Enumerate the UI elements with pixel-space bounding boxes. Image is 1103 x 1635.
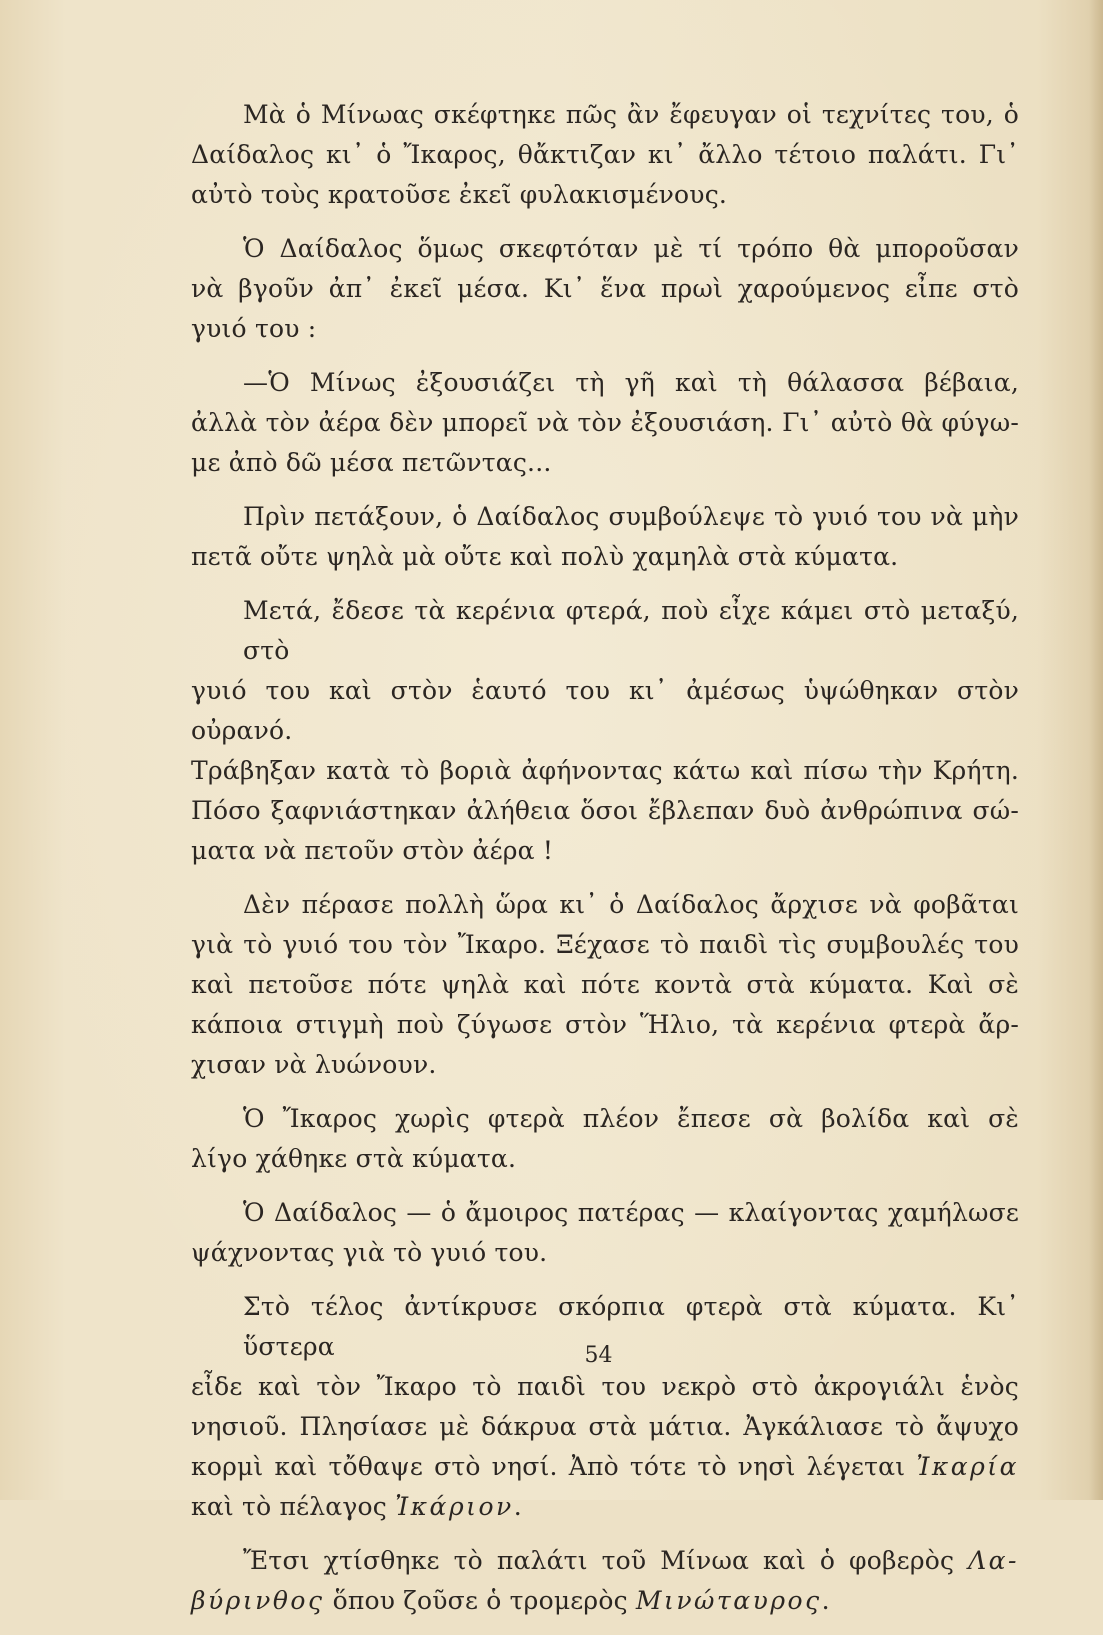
page-number: 54 [584,1343,613,1368]
paragraph-9 [191,1287,1019,1527]
text-line: πετᾶ οὔτε ψηλὰ μὰ οὔτε καὶ πολὺ χαμηλὰ στὰ κύματα. [191,542,899,571]
paragraph-6 [191,885,1019,1085]
text-line: Μὰ ὁ Μίνωας σκέφτηκε πῶς ἂν ἔφευγαν οἱ τεχνίτες του, ὁ [243,100,1019,129]
text-line: κάποια στιγμὴ ποὺ ζύγωσε στὸν Ἥλιο, τὰ κερένια φτερὰ ἄρ- [191,1010,1019,1039]
text-line [191,1447,1019,1487]
text-line: με ἀπὸ δῶ μέσα πετῶντας... [191,448,552,477]
text-line: Μετά, ἔδεσε τὰ κερένια φτερά, ποὺ εἶχε κάμει στὸ μεταξύ, στὸ [243,596,1019,665]
text-line: Δὲν πέρασε πολλὴ ὥρα κι᾽ ὁ Δαίδαλος ἄρχισε νὰ φοβᾶται [243,890,1019,919]
paragraph-8 [191,1193,1019,1273]
text-line: γυιό του : [191,314,317,343]
body-text [191,95,1019,1635]
text-line: γιὰ τὸ γυιό του τὸν Ἴκαρο. Ξέχασε τὸ παιδὶ τὶς συμβουλές του [191,930,1019,959]
text-run: καὶ τὸ πέλαγος [191,1492,396,1521]
text-line: ἀλλὰ τὸν ἀέρα δὲν μπορεῖ νὰ τὸν ἐξουσιάση. Γι᾽ αὐτὸ θὰ φύγω- [191,408,1019,437]
text-run: . [821,1586,830,1615]
paragraph-1 [191,95,1019,215]
text-run: ὅπου ζοῦσε ὁ τρομερὸς [324,1586,636,1615]
text-line: νησιοῦ. Πλησίασε μὲ δάκρυα στὰ μάτια. Ἀγκάλιασε τὸ ἄψυχο [191,1412,1019,1441]
text-line: Ὁ Ἴκαρος χωρὶς φτερὰ πλέον ἔπεσε σὰ βολίδα καὶ σὲ [243,1104,1019,1133]
text-run: κορμὶ καὶ τὄθαψε στὸ νησί. Ἀπὸ τότε τὸ νησὶ λέγεται [191,1452,917,1481]
paragraph-5 [191,591,1019,871]
italic-term-minotauros: Μινώταυρος [635,1586,822,1615]
paragraph-4 [191,497,1019,577]
text-line: Πρὶν πετάξουν, ὁ Δαίδαλος συμβούλεψε τὸ γυιό του νὰ μὴν [243,502,1019,531]
text-line: νὰ βγοῦν ἀπ᾽ ἐκεῖ μέσα. Κι᾽ ἕνα πρωὶ χαρούμενος εἶπε στὸ [191,274,1019,303]
text-line: εἶδε καὶ τὸν Ἴκαρο τὸ παιδὶ του νεκρὸ στὸ ἀκρογιάλι ἑνὸς [191,1372,1019,1401]
text-line: Ὁ Δαίδαλος ὅμως σκεφτόταν μὲ τί τρόπο θὰ μποροῦσαν [243,234,1019,263]
text-line: Ὁ Δαίδαλος — ὁ ἄμοιρος πατέρας — κλαίγοντας χαμήλωσε [243,1198,1019,1227]
text-line: Τράβηξαν κατὰ τὸ βοριὰ ἀφήνοντας κάτω καὶ πίσω τὴν Κρήτη. [191,756,1019,785]
text-run: . [513,1492,522,1521]
italic-term-ikarion: Ἰκάριον [395,1492,514,1521]
text-run: Ἔτσι χτίσθηκε τὸ παλάτι τοῦ Μίνωα καὶ ὁ φοβερὸς [243,1546,969,1575]
text-line: —Ὁ Μίνως ἐξουσιάζει τὴ γῆ καὶ τὴ θάλασσα βέβαια, [243,368,1019,397]
italic-term-ikaria: Ἰκαρία [916,1452,1019,1481]
paragraph-10 [191,1541,1019,1621]
page-edge-shadow [1089,0,1103,1500]
italic-term-labyrinthos-start: Λα- [968,1546,1019,1575]
italic-term-labyrinthos-end: βύρινθος [191,1586,325,1615]
paragraph-7 [191,1099,1019,1179]
paragraph-2 [191,229,1019,349]
paragraph-3 [191,363,1019,483]
text-line: ματα νὰ πετοῦν στὸν ἀέρα ! [191,836,554,865]
text-line: γυιό του καὶ στὸν ἑαυτό του κι᾽ ἀμέσως ὑψώθηκαν στὸν οὐρανό. [191,676,1019,745]
text-line: Στὸ τέλος ἀντίκρυσε σκόρπια φτερὰ στὰ κύματα. Κι᾽ ὕστερα [243,1292,1019,1361]
text-line: χισαν νὰ λυώνουν. [191,1050,437,1079]
text-line: λίγο χάθηκε στὰ κύματα. [191,1144,517,1173]
text-line: ψάχνοντας γιὰ τὸ γυιό του. [191,1238,548,1267]
text-line [191,1541,1019,1581]
text-line: αὐτὸ τοὺς κρατοῦσε ἐκεῖ φυλακισμένους. [191,180,728,209]
text-line [191,1487,1019,1527]
text-line: Δαίδαλος κι᾽ ὁ Ἴκαρος, θἄκτιζαν κι᾽ ἄλλο τέτοιο παλάτι. Γι᾽ [191,140,1019,169]
text-line [191,1581,1019,1621]
text-line: Πόσο ξαφνιάστηκαν ἀλήθεια ὅσοι ἔβλεπαν δυὸ ἀνθρώπινα σώ- [191,796,1019,825]
text-line: καὶ πετοῦσε πότε ψηλὰ καὶ πότε κοντὰ στὰ κύματα. Καὶ σὲ [191,970,1019,999]
